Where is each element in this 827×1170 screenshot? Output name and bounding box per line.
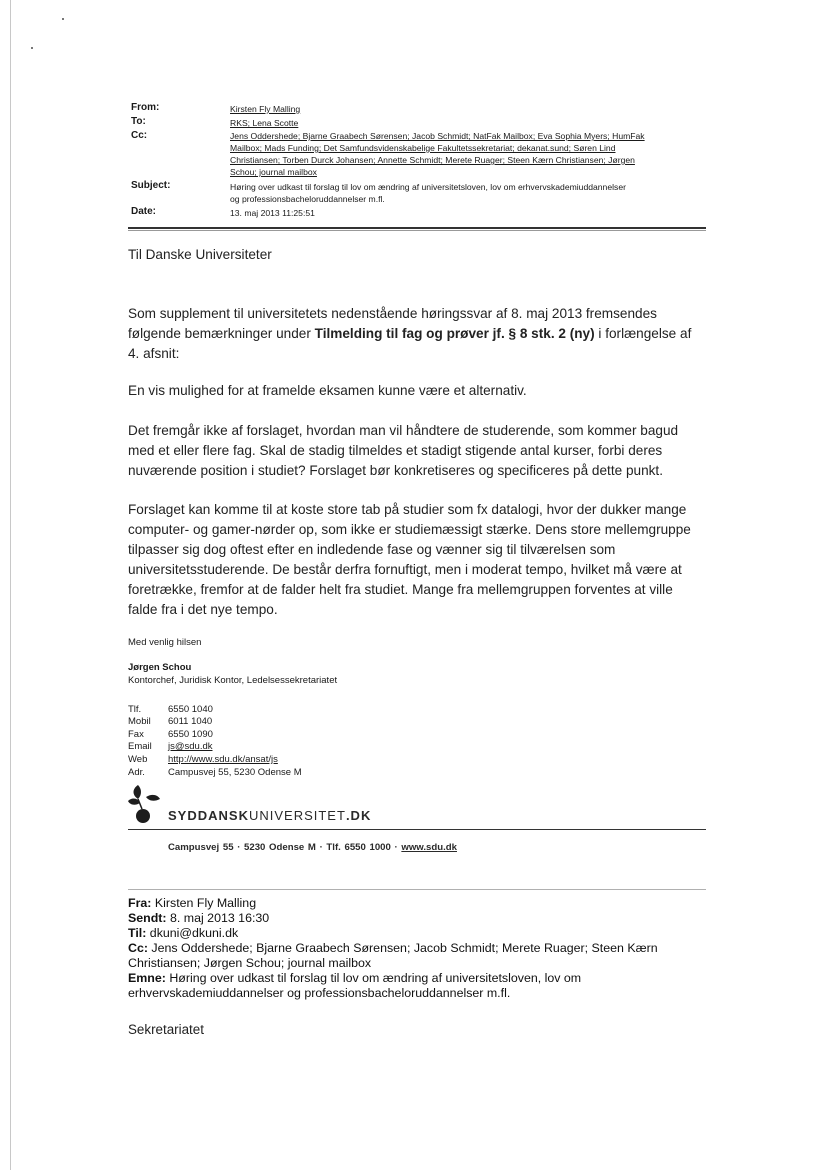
fwd-cc-value: Jens Oddershede; Bjarne Graabech Sørensen; Jacob Schmidt; Merete Ruager; Steen Kærn Christiansen; Jørgen Schou; journal mailbox (128, 941, 658, 970)
signer-name: Jørgen Schou (128, 662, 192, 673)
fwd-from (128, 896, 698, 911)
footer-addr-text: Campusvej 55 · 5230 Odense M · Tlf. 6550 1000 · (168, 842, 402, 853)
date-label: Date: (131, 206, 157, 217)
contact-key: Fax (128, 729, 144, 740)
p1-bold: Tilmelding til fag og prøver jf. § 8 stk. 2 (ny) (314, 326, 595, 341)
contact-value: 6011 1040 (168, 716, 213, 727)
cc-line-1[interactable]: Jens Oddershede; Bjarne Graabech Sørensen; Jacob Schmidt; NatFak Mailbox; Eva Sophia Myers; HumFak (230, 131, 645, 141)
subject-line-2: og professionsbacheloruddannelser m.fl. (230, 194, 385, 204)
contact-value: 6550 1090 (168, 729, 213, 740)
signer-title: Kontorchef, Juridisk Kontor, Ledelsessekretariatet (128, 675, 338, 686)
fwd-from-label: Fra: (128, 896, 152, 910)
page-edge-line (10, 0, 11, 1170)
contact-key: Email (128, 741, 152, 752)
to-value[interactable]: RKS; Lena Scotte (230, 118, 299, 128)
forward-divider (128, 889, 706, 890)
subject-label: Subject: (131, 180, 171, 191)
contact-key: Mobil (128, 716, 151, 727)
contact-fax (128, 729, 213, 742)
contact-key: Web (128, 754, 148, 765)
date-value: 13. maj 2013 11:25:51 (230, 208, 315, 218)
header-divider (128, 227, 706, 229)
subject-line-1: Høring over udkast til forslag til lov om ændring af universitetsloven, lov om erhvervskademiuddannelser (230, 182, 626, 192)
cc-line-2[interactable]: Mailbox; Mads Funding; Det Samfundsvidenskabelige Fakultetssekretariat; dekanat.sund; Søren Lind (230, 143, 616, 153)
fwd-to-label: Til: (128, 926, 147, 940)
cc-line-3[interactable]: Christiansen; Torben Durck Johansen; Annette Schmidt; Merete Ruager; Steen Kærn Christiansen; Jørgen (230, 155, 635, 165)
paragraph-1 (128, 304, 698, 364)
p1-text-end: i forlængelse af 4. afsnit: (128, 326, 692, 361)
scan-speck (62, 18, 64, 20)
logo-bold: SYDDANSK (168, 808, 249, 823)
paragraph-2: En vis mulighed for at framelde eksamen kunne være et alternativ. (128, 383, 527, 398)
footer-web-link[interactable]: www.sdu.dk (401, 842, 457, 853)
logo-tld: .DK (345, 808, 372, 823)
to-label: To: (131, 116, 146, 127)
fwd-cc (128, 941, 698, 971)
fwd-to (128, 926, 698, 941)
logo-thin: UNIVERSITET (248, 808, 346, 823)
footer-address (168, 842, 457, 853)
closing: Med venlig hilsen (128, 637, 202, 648)
paragraph-3: Det fremgår ikke af forslaget, hvordan man vil håndtere de studerende, som kommer bagud med et eller flere fag. Skal de stadig tilmeldes et stadigt stigende antal kurser, forbi deres nuværende position i studiet? Forslaget bør konkretiseres og specificeres på dette punkt. (128, 423, 679, 478)
contact-adr (128, 767, 302, 780)
header-divider-shadow (128, 230, 706, 231)
contact-mobil (128, 716, 212, 729)
fwd-from-value: Kirsten Fly Malling (151, 896, 257, 910)
from-label: From: (131, 102, 160, 113)
fwd-sent-value: 8. maj 2013 16:30 (166, 911, 270, 925)
contact-web (128, 754, 278, 767)
email-link[interactable]: js@sdu.dk (168, 741, 213, 752)
from-value[interactable]: Kirsten Fly Malling (230, 104, 301, 114)
web-link[interactable]: http://www.sdu.dk/ansat/js (168, 754, 278, 765)
paragraph-4: Forslaget kan komme til at koste store tab på studier som fx datalogi, hvor der dukker mange computer- og gamer-nørder op, som ikke er studiemæssigt stærke. Dens store mellemgruppe tilpasser sig dog oftest efter en indledende fase og vænner sig til tilværelsen som universitetsstuderende. De består derfra fornuftigt, men i moderat tempo, hvilket må være at foretrække, fremfor at de falder helt fra studiet. Mange fra mellemgruppen forventes at ville falde fra i det nye tempo. (128, 502, 691, 617)
cc-label: Cc: (131, 130, 148, 141)
contact-value: Campusvej 55, 5230 Odense M (168, 767, 302, 778)
contact-value: 6550 1040 (168, 704, 213, 715)
contact-key: Adr. (128, 767, 145, 778)
fwd-sent-label: Sendt: (128, 911, 167, 925)
sekretariatet: Sekretariatet (128, 1022, 204, 1037)
fwd-subject-value: Høring over udkast til forslag til lov om ændring af universitetsloven, lov om erhvervskademiuddannelser og professionsbacheloruddannelser m.fl. (128, 971, 582, 1000)
scan-speck (31, 47, 33, 49)
logo-divider (128, 829, 706, 830)
fwd-subject-label: Emne: (128, 971, 166, 985)
p1-text: Som supplement til universitetets nedenstående høringssvar af 8. maj 2013 fremsendes følgende bemærkninger under (128, 306, 657, 341)
fwd-sent (128, 911, 698, 926)
sdu-logo-text (168, 808, 371, 823)
sdu-logo-icon (126, 783, 162, 825)
contact-tlf (128, 704, 213, 717)
contact-email (128, 741, 213, 754)
cc-line-4[interactable]: Schou; journal mailbox (230, 167, 317, 177)
fwd-to-value: dkuni@dkuni.dk (146, 926, 239, 940)
greeting: Til Danske Universiteter (128, 247, 272, 262)
fwd-subject (128, 971, 698, 1001)
contact-key: Tlf. (128, 704, 142, 715)
fwd-cc-label: Cc: (128, 941, 148, 955)
